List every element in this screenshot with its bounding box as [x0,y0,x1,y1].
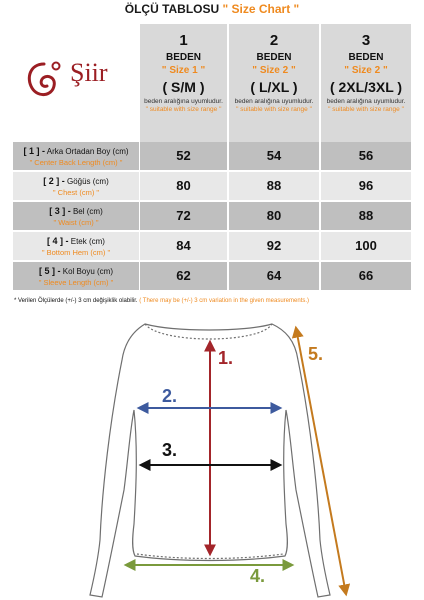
size-beden: BEDEN [348,52,384,63]
row-label [13,142,139,170]
table-cell: 84 [140,232,227,260]
footnote-en: ( There may be (+/-) 3 cm variation in the given measurements.) [139,298,310,304]
garment-measurement-diagram [0,310,424,600]
size-column-header-2 [229,24,319,142]
size-label: " Size 1 " [161,65,206,76]
table-cell: 64 [229,262,319,290]
table-row [13,142,411,170]
size-number: 1 [179,32,188,49]
table-cell: 92 [229,232,319,260]
table-cell: 80 [229,202,319,230]
row-label-tr: Kol Boyu (cm) [62,267,113,276]
table-cell: 100 [321,232,411,260]
row-label [13,232,139,260]
row-label [13,262,139,290]
row-label-en: " Waist (cm) " [53,218,99,227]
row-number: [ 3 ] - [49,206,71,216]
size-number: 3 [361,32,371,49]
logo-text: Şiir [70,58,108,87]
row-label-tr: Göğüs (cm) [66,177,109,186]
size-beden: BEDEN [165,52,201,63]
table-cell: 72 [140,202,227,230]
row-label-tr: Arka Ortadan Boy (cm) [46,147,129,156]
size-range: ( 2XL/3XL ) [329,79,403,95]
row-number: [ 2 ] - [43,176,65,186]
title-en: " Size Chart " [222,2,300,16]
logo-swirl-icon [22,56,66,106]
measure-label-3: 3. [162,440,178,460]
footnote-tr: * Verilen Ölçülerde (+/-) 3 cm değişiklik olabilir. [14,298,138,304]
size-label: " Size 2 " [252,65,296,76]
table-row [13,202,411,230]
page-title [0,2,424,16]
table-cell: 88 [321,202,411,230]
brand-logo [22,56,132,106]
measure-arrow-5 [296,328,346,594]
row-label-en: " Bottom Hem (cm) " [41,248,111,257]
size-beden: BEDEN [256,52,292,63]
size-range: ( L/XL ) [250,79,298,95]
row-label [13,172,139,200]
row-label-tr: Etek (cm) [70,237,105,246]
size-label: " Size 2 " [344,65,388,76]
table-row [13,232,411,260]
size-note-tr: beden aralığına uyumludur. [326,98,406,105]
size-column-header-1 [140,24,227,142]
measure-label-4: 4. [250,566,266,586]
table-cell: 96 [321,172,411,200]
row-label-en: " Chest (cm) " [52,188,100,197]
row-label-en: " Sleeve Length (cm) " [38,278,114,287]
size-number: 2 [269,32,279,49]
size-note-tr: beden aralığına uyumludur. [234,98,314,105]
table-cell: 52 [140,142,227,170]
row-label [13,202,139,230]
table-row [13,172,411,200]
measure-label-5: 5. [308,344,324,364]
row-label-en: " Center Back Length (cm) " [29,158,123,167]
size-column-header-3 [321,24,411,142]
size-note-tr: beden aralığına uyumludur. [144,98,223,105]
table-cell: 54 [229,142,319,170]
table-cell: 56 [321,142,411,170]
table-row [13,262,411,290]
table-cell: 62 [140,262,227,290]
table-cell: 80 [140,172,227,200]
size-note-en: " suitable with size range " [145,106,222,113]
table-cell: 88 [229,172,319,200]
footnote [14,298,309,304]
title-tr: ÖLÇÜ TABLOSU [124,2,220,16]
size-note-en: " suitable with size range " [328,106,404,113]
row-label-tr: Bel (cm) [72,207,103,216]
size-note-en: " suitable with size range " [236,106,312,113]
table-cell: 66 [321,262,411,290]
row-number: [ 5 ] - [39,266,61,276]
measure-label-2: 2. [162,386,178,406]
size-range: ( S/M ) [162,79,205,95]
measure-label-1: 1. [218,348,234,368]
row-number: [ 4 ] - [47,236,69,246]
row-number: [ 1 ] - [23,146,45,156]
